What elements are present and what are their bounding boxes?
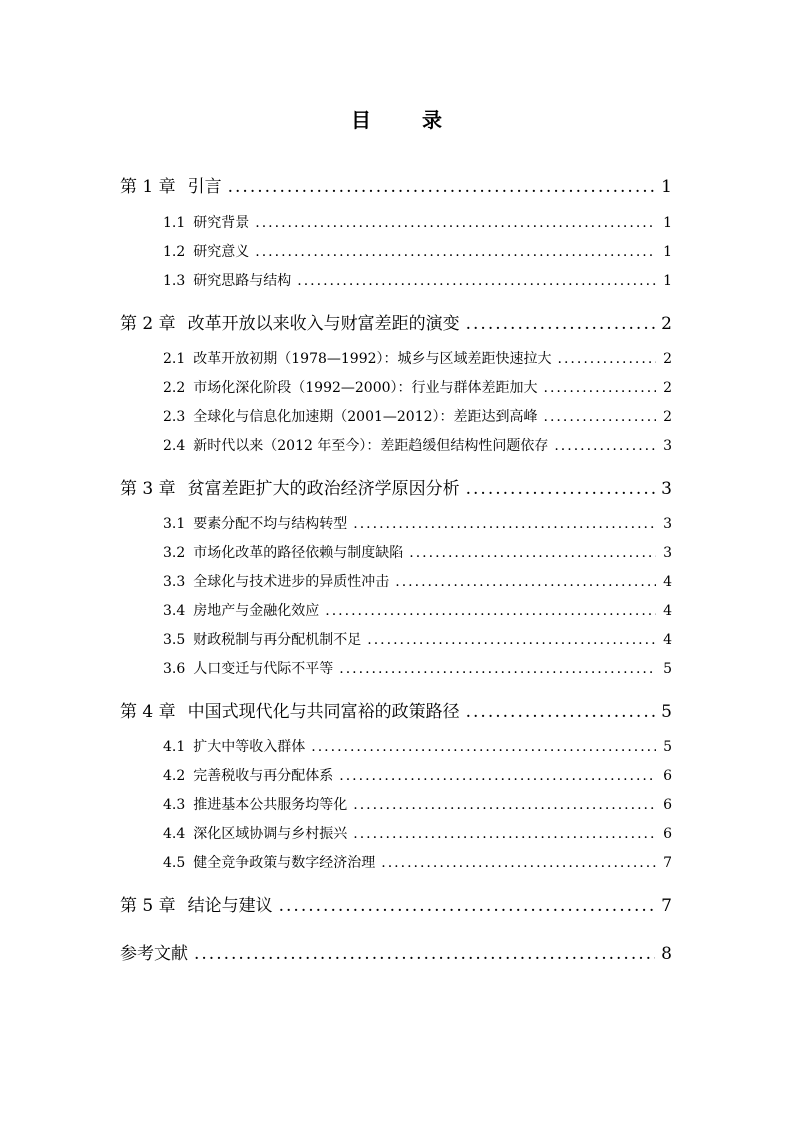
toc-page-number: 4 (663, 574, 672, 590)
toc-entry-number: 第 3 章 (120, 479, 176, 499)
toc-page-number: 7 (663, 855, 672, 871)
toc-page-number: 3 (663, 438, 672, 454)
toc-entry-title (163, 270, 297, 290)
toc-entry-number: 2.1 (163, 351, 186, 367)
toc-section-entry[interactable] (163, 270, 672, 290)
toc-entry-text: 市场化改革的路径依赖与制度缺陷 (193, 545, 404, 561)
toc-chapter-entry[interactable] (120, 474, 672, 499)
toc-chapter-entry[interactable] (120, 697, 672, 722)
toc-entry-title (163, 542, 409, 562)
toc-entry-number: 4.2 (163, 768, 186, 784)
toc-entry-text: 贫富差距扩大的政治经济学原因分析 (187, 479, 460, 499)
toc-entry-number: 1.2 (163, 244, 186, 260)
toc-entry-text: 要素分配不均与结构转型 (193, 516, 348, 532)
toc-entry-number: 3.3 (163, 574, 186, 590)
toc-entry-title (163, 600, 325, 620)
toc-entry-title (163, 736, 311, 756)
toc-section-entry[interactable] (163, 765, 672, 785)
toc-entry-number: 1.1 (163, 215, 186, 231)
toc-section-entry[interactable] (163, 513, 672, 533)
toc-entry-text: 完善税收与再分配体系 (193, 768, 334, 784)
toc-chapter-entry[interactable] (120, 939, 672, 964)
toc-dot-leader (558, 351, 656, 367)
toc-entry-text: 改革开放以来收入与财富差距的演变 (187, 314, 460, 334)
toc-entry-number: 第 4 章 (120, 702, 176, 722)
toc-page-number: 1 (663, 273, 672, 289)
toc-dot-leader (255, 215, 656, 231)
toc-entry-number: 4.1 (163, 739, 186, 755)
toc-section-entry[interactable] (163, 348, 672, 368)
toc-dot-leader (353, 826, 656, 842)
toc-entry-title (163, 794, 353, 814)
toc-entry-text: 健全竞争政策与数字经济治理 (193, 855, 376, 871)
toc-entry-text: 参考文献 (120, 944, 188, 964)
toc-section-entry[interactable] (163, 212, 672, 232)
toc-page-number: 6 (663, 797, 672, 813)
toc-entry-number: 3.5 (163, 632, 186, 648)
toc-entry-number: 第 1 章 (120, 177, 176, 197)
toc-dot-leader (409, 545, 656, 561)
toc-entry-text: 人口变迁与代际不平等 (193, 661, 334, 677)
toc-entry-title (120, 891, 279, 916)
toc-entry-number: 4.4 (163, 826, 186, 842)
toc-section-entry[interactable] (163, 658, 672, 678)
toc-dot-leader (395, 574, 656, 590)
toc-section-entry[interactable] (163, 823, 672, 843)
toc-entry-text: 财政税制与再分配机制不足 (193, 632, 362, 648)
toc-entry-text: 改革开放初期（1978—1992）：城乡与区域差距快速拉大 (193, 351, 552, 367)
toc-page-number: 5 (663, 739, 672, 755)
toc-dot-leader (367, 632, 656, 648)
toc-dot-leader (297, 273, 656, 289)
page-title: 目 录 (351, 108, 464, 132)
toc-page-number: 1 (661, 177, 672, 197)
toc-entry-title (163, 435, 554, 455)
toc-entry-text: 全球化与技术进步的异质性冲击 (193, 574, 390, 590)
toc-entry-number: 3.6 (163, 661, 186, 677)
toc-page-number: 5 (663, 661, 672, 677)
toc-entry-title (163, 241, 255, 261)
toc-entry-number: 第 5 章 (120, 896, 176, 916)
toc-section-entry[interactable] (163, 406, 672, 426)
toc-entry-text: 研究背景 (193, 215, 250, 231)
toc-page-number: 8 (661, 944, 672, 964)
toc-dot-leader (381, 855, 656, 871)
toc-dot-leader (339, 768, 656, 784)
toc-entry-text: 新时代以来（2012 年至今）：差距趋缓但结构性问题依存 (193, 438, 549, 454)
toc-page-number: 2 (663, 380, 672, 396)
toc-entry-title (163, 571, 395, 591)
toc-section-entry[interactable] (163, 571, 672, 591)
toc-entry-text: 中国式现代化与共同富裕的政策路径 (187, 702, 460, 722)
toc-entry-title (163, 377, 544, 397)
toc-entry-number: 2.3 (163, 409, 186, 425)
toc-entry-number: 1.3 (163, 273, 186, 289)
toc-entry-title (163, 629, 367, 649)
toc-page-number: 1 (663, 215, 672, 231)
toc-dot-leader (466, 479, 656, 499)
toc-page-number: 3 (661, 479, 672, 499)
toc-entry-title (120, 697, 466, 722)
toc-dot-leader (325, 603, 656, 619)
toc-entry-title (163, 212, 255, 232)
toc-page-number: 1 (663, 244, 672, 260)
toc-dot-leader (194, 944, 655, 964)
toc-entry-text: 研究思路与结构 (193, 273, 292, 289)
toc-entry-number: 2.4 (163, 438, 186, 454)
toc-entry-title (163, 765, 339, 785)
toc-page-number: 4 (663, 632, 672, 648)
toc-page-number: 6 (663, 768, 672, 784)
toc-page-number: 2 (663, 409, 672, 425)
toc-page-number: 5 (661, 702, 672, 722)
toc-entry-title (163, 823, 353, 843)
toc-entry-number: 2.2 (163, 380, 186, 396)
toc-section-entry[interactable] (163, 736, 672, 756)
toc-dot-leader (228, 177, 656, 197)
toc-dot-leader (311, 739, 656, 755)
toc-dot-leader (544, 409, 656, 425)
toc-page-number: 3 (663, 545, 672, 561)
toc-section-entry[interactable] (163, 241, 672, 261)
toc-dot-leader (554, 438, 656, 454)
toc-page-number: 6 (663, 826, 672, 842)
toc-entry-title (163, 348, 558, 368)
toc-entry-text: 扩大中等收入群体 (193, 739, 306, 755)
toc-entry-number: 3.4 (163, 603, 186, 619)
toc-entry-number: 4.5 (163, 855, 186, 871)
toc-page-number: 4 (663, 603, 672, 619)
toc-entry-title (163, 852, 381, 872)
toc-chapter-entry[interactable] (120, 172, 672, 197)
toc-entry-title (120, 939, 194, 964)
toc-dot-leader (353, 797, 656, 813)
toc-section-entry[interactable] (163, 600, 672, 620)
toc-entry-title (120, 172, 228, 197)
toc-page-number: 3 (663, 516, 672, 532)
toc-entry-number: 4.3 (163, 797, 186, 813)
toc-entry-text: 推进基本公共服务均等化 (193, 797, 348, 813)
toc-dot-leader (279, 896, 656, 916)
toc-entry-number: 第 2 章 (120, 314, 176, 334)
toc-entry-number: 3.1 (163, 516, 186, 532)
toc-page-number: 2 (663, 351, 672, 367)
toc-dot-leader (466, 314, 656, 334)
toc-dot-leader (255, 244, 656, 260)
toc-section-entry[interactable] (163, 629, 672, 649)
toc-entry-title (120, 474, 466, 499)
toc-entry-title (163, 658, 339, 678)
toc-entry-text: 研究意义 (193, 244, 250, 260)
toc-entry-title (120, 309, 466, 334)
toc-entry-text: 结论与建议 (187, 896, 273, 916)
toc-page-number: 2 (661, 314, 672, 334)
toc-entry-title (163, 406, 544, 426)
toc-page-number: 7 (661, 896, 672, 916)
toc-dot-leader (353, 516, 656, 532)
toc-dot-leader (339, 661, 656, 677)
toc-section-entry[interactable] (163, 435, 672, 455)
toc-section-entry[interactable] (163, 794, 672, 814)
toc-chapter-entry[interactable] (120, 891, 672, 916)
toc-dot-leader (544, 380, 656, 396)
toc-section-entry[interactable] (163, 852, 672, 872)
toc-section-entry[interactable] (163, 542, 672, 562)
toc-dot-leader (466, 702, 656, 722)
toc-entry-text: 全球化与信息化加速期（2001—2012）：差距达到高峰 (193, 409, 538, 425)
toc-section-entry[interactable] (163, 377, 672, 397)
toc-entry-text: 房地产与金融化效应 (193, 603, 320, 619)
toc-chapter-entry[interactable] (120, 309, 672, 334)
toc-entry-text: 深化区域协调与乡村振兴 (193, 826, 348, 842)
toc-entry-number: 3.2 (163, 545, 186, 561)
toc-entry-title (163, 513, 353, 533)
toc-entry-text: 市场化深化阶段（1992—2000）：行业与群体差距加大 (193, 380, 538, 396)
toc-entry-text: 引言 (187, 177, 222, 197)
